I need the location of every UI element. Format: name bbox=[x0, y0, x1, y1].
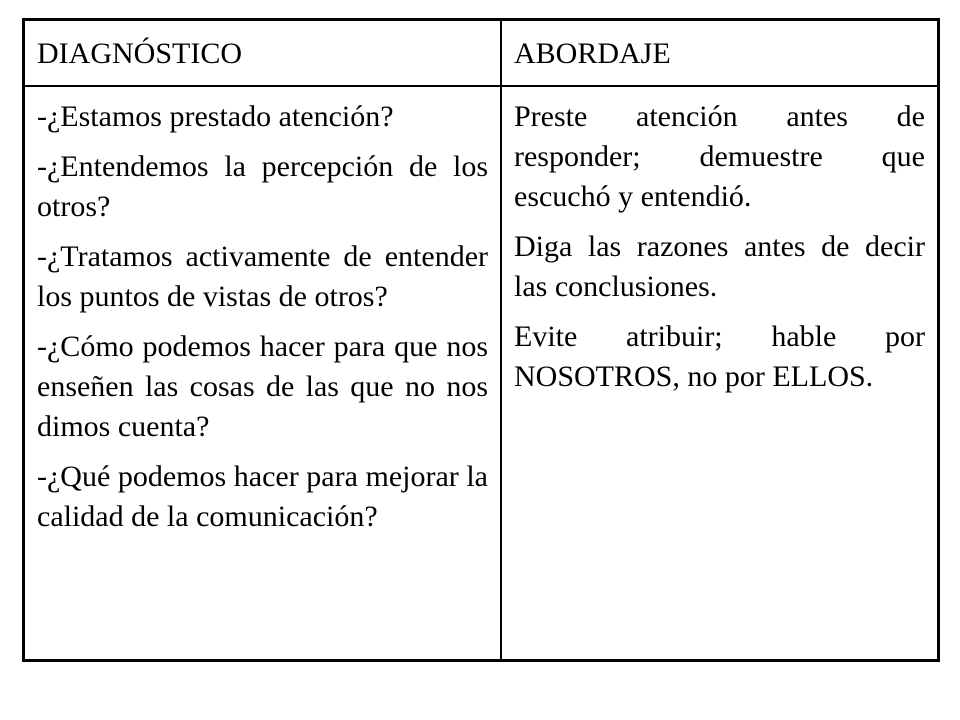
diagnostico-question-1: -¿Estamos prestado atención? bbox=[37, 100, 394, 133]
abordaje-item-2: Diga las razones antes de decir las conclusiones. bbox=[514, 230, 925, 303]
diagnostico-question-5: -¿Qué podemos hacer para mejorar la calidad de la comunicación? bbox=[37, 460, 488, 533]
diagnostico-column bbox=[25, 87, 502, 659]
abordaje-column bbox=[502, 87, 937, 659]
abordaje-item-3: Evite atribuir; hable por NOSOTROS, no por ELLOS. bbox=[514, 320, 925, 393]
header-diagnostico: DIAGNÓSTICO bbox=[25, 21, 502, 87]
abordaje-item-1: Preste atención antes de responder; demuestre que escuchó y entendió. bbox=[514, 100, 925, 213]
diagnostico-question-3: -¿Tratamos activamente de entender los puntos de vistas de otros? bbox=[37, 240, 488, 313]
diagnostico-question-4: -¿Cómo podemos hacer para que nos enseñen las cosas de las que no nos dimos cuenta? bbox=[37, 330, 488, 443]
diagnosis-approach-table bbox=[22, 18, 940, 662]
header-abordaje: ABORDAJE bbox=[502, 21, 937, 87]
diagnostico-question-2: -¿Entendemos la percepción de los otros? bbox=[37, 150, 488, 223]
